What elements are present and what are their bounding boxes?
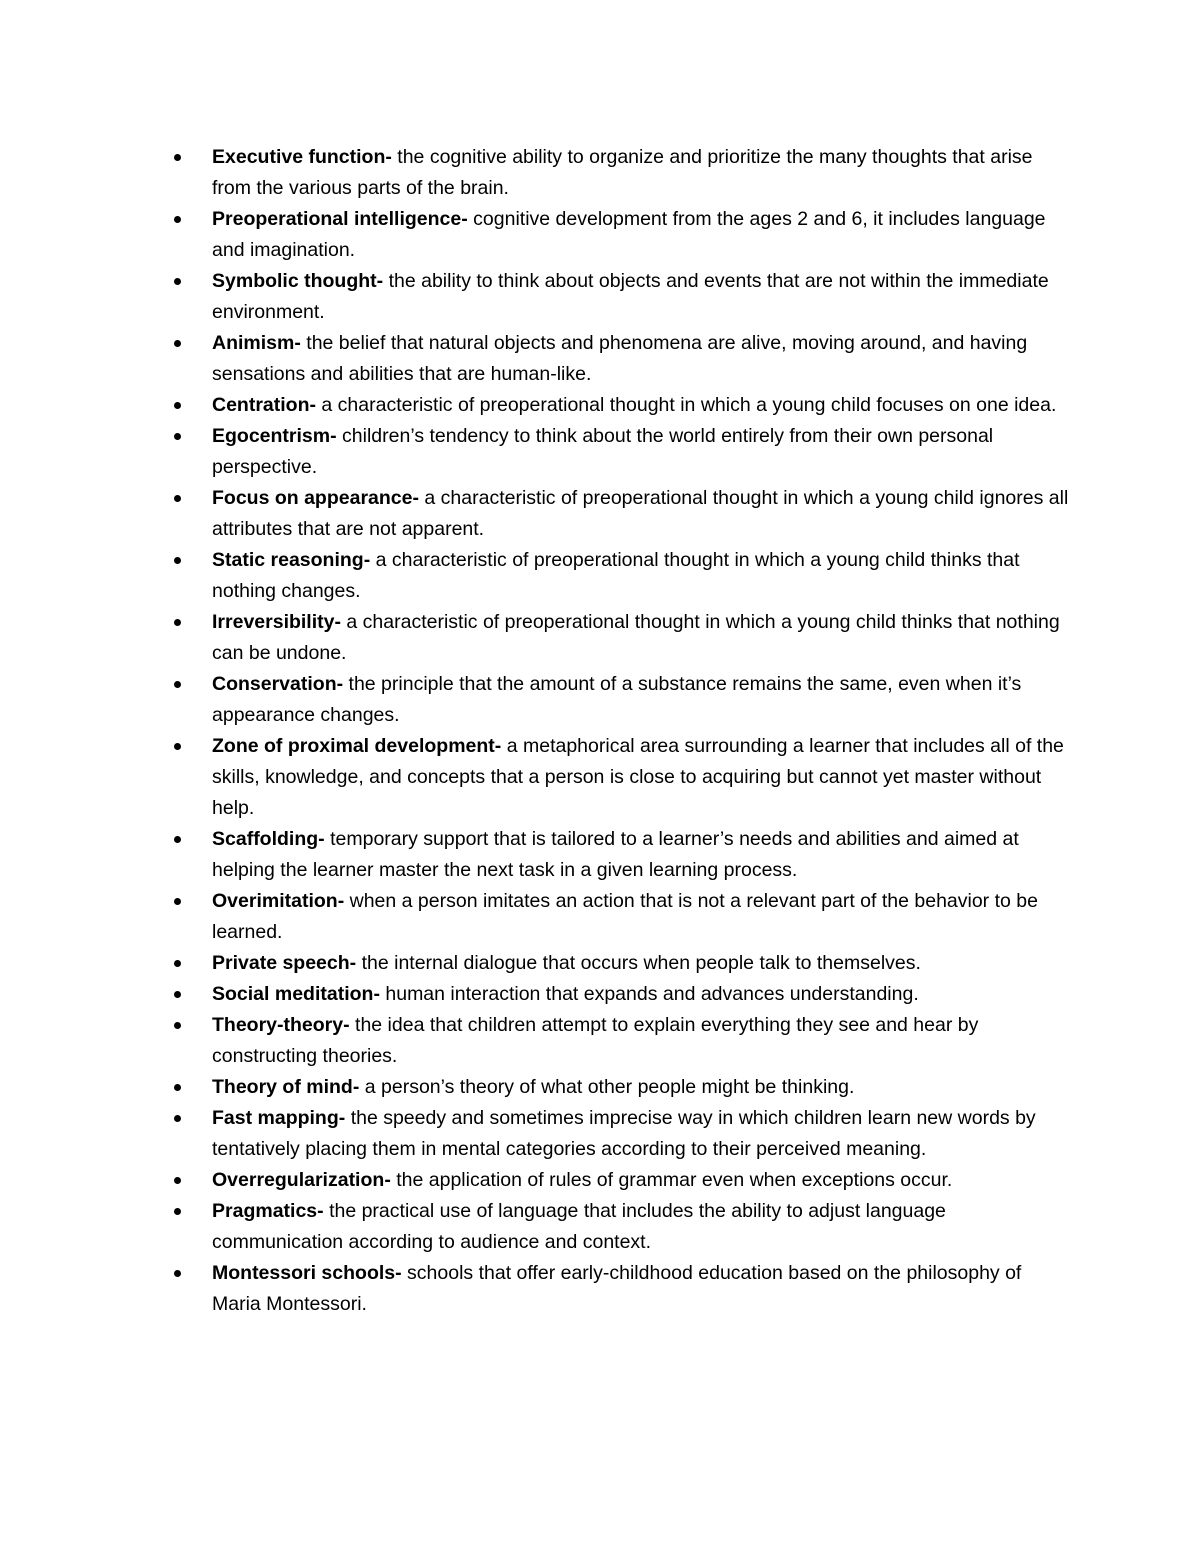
bullet-icon bbox=[174, 743, 181, 750]
glossary-term: Overregularization bbox=[212, 1169, 385, 1191]
bullet-icon bbox=[174, 154, 181, 161]
glossary-item bbox=[212, 1196, 1072, 1258]
term-separator: - bbox=[349, 952, 362, 974]
bullet-icon bbox=[174, 278, 181, 285]
glossary-item bbox=[212, 886, 1072, 948]
term-separator: - bbox=[309, 394, 322, 416]
glossary-definition: the practical use of language that includes the ability to adjust language communication according to audience and context. bbox=[212, 1200, 946, 1253]
bullet-icon bbox=[174, 1084, 181, 1091]
bullet-icon bbox=[174, 216, 181, 223]
term-separator: - bbox=[373, 983, 386, 1005]
bullet-icon bbox=[174, 681, 181, 688]
bullet-icon bbox=[174, 898, 181, 905]
glossary-definition: a characteristic of preoperational thought in which a young child thinks that nothing changes. bbox=[212, 549, 1020, 602]
glossary-term: Focus on appearance bbox=[212, 487, 413, 509]
glossary-definition: a metaphorical area surrounding a learner that includes all of the skills, knowledge, and concepts that a person is close to acquiring but cannot yet master without help. bbox=[212, 735, 1064, 819]
glossary-item bbox=[212, 948, 1072, 979]
glossary-item bbox=[212, 421, 1072, 483]
glossary-term: Fast mapping bbox=[212, 1107, 339, 1129]
bullet-icon bbox=[174, 1270, 181, 1277]
glossary-item bbox=[212, 731, 1072, 824]
glossary-term: Executive function bbox=[212, 146, 386, 168]
glossary-definition: children’s tendency to think about the world entirely from their own personal perspective. bbox=[212, 425, 994, 478]
glossary-term: Overimitation bbox=[212, 890, 338, 912]
glossary-definition: the idea that children attempt to explain everything they see and hear by constructing theories. bbox=[212, 1014, 979, 1067]
glossary-list bbox=[212, 142, 1072, 1320]
glossary-item bbox=[212, 204, 1072, 266]
glossary-item bbox=[212, 483, 1072, 545]
glossary-item bbox=[212, 1103, 1072, 1165]
glossary-term: Theory-theory bbox=[212, 1014, 344, 1036]
bullet-icon bbox=[174, 836, 181, 843]
term-separator: - bbox=[294, 332, 307, 354]
term-separator: - bbox=[336, 673, 349, 695]
glossary-definition: a characteristic of preoperational thought in which a young child ignores all attributes that are not apparent. bbox=[212, 487, 1069, 540]
bullet-icon bbox=[174, 1177, 181, 1184]
bullet-icon bbox=[174, 340, 181, 347]
term-separator: - bbox=[385, 146, 398, 168]
glossary-item bbox=[212, 142, 1072, 204]
term-separator: - bbox=[412, 487, 425, 509]
glossary-definition: the principle that the amount of a substance remains the same, even when it’s appearance changes. bbox=[212, 673, 1022, 726]
term-separator: - bbox=[376, 270, 389, 292]
glossary-definition: schools that offer early-childhood education based on the philosophy of Maria Montessori. bbox=[212, 1262, 1022, 1315]
glossary-definition: temporary support that is tailored to a learner’s needs and abilities and aimed at helping the learner master the next task in a given learning process. bbox=[212, 828, 1019, 881]
glossary-term: Theory of mind bbox=[212, 1076, 353, 1098]
glossary-term: Pragmatics bbox=[212, 1200, 318, 1222]
glossary-term: Zone of proximal development bbox=[212, 735, 495, 757]
glossary-term: Egocentrism bbox=[212, 425, 331, 447]
glossary-term: Animism bbox=[212, 332, 295, 354]
glossary-definition: the belief that natural objects and phenomena are alive, moving around, and having sensations and abilities that are human-like. bbox=[212, 332, 1028, 385]
glossary-item bbox=[212, 1258, 1072, 1320]
term-separator: - bbox=[384, 1169, 397, 1191]
glossary-item bbox=[212, 545, 1072, 607]
glossary-item bbox=[212, 266, 1072, 328]
glossary-definition: a person’s theory of what other people might be thinking. bbox=[364, 1076, 855, 1098]
glossary-definition: the cognitive ability to organize and prioritize the many thoughts that arise from the various parts of the brain. bbox=[212, 146, 1033, 199]
term-separator: - bbox=[338, 1107, 351, 1129]
glossary-definition: the application of rules of grammar even when exceptions occur. bbox=[396, 1169, 953, 1191]
glossary-term: Preoperational intelligence bbox=[212, 208, 462, 230]
glossary-definition: a characteristic of preoperational thought in which a young child thinks that nothing can be undone. bbox=[212, 611, 1060, 664]
glossary-item bbox=[212, 390, 1072, 421]
glossary-item bbox=[212, 607, 1072, 669]
glossary-definition: the ability to think about objects and events that are not within the immediate environment. bbox=[212, 270, 1049, 323]
glossary-item bbox=[212, 1165, 1072, 1196]
term-separator: - bbox=[318, 828, 331, 850]
term-separator: - bbox=[330, 425, 343, 447]
term-separator: - bbox=[395, 1262, 408, 1284]
term-separator: - bbox=[337, 890, 350, 912]
glossary-term: Symbolic thought bbox=[212, 270, 377, 292]
bullet-icon bbox=[174, 495, 181, 502]
bullet-icon bbox=[174, 960, 181, 967]
glossary-term: Static reasoning bbox=[212, 549, 364, 571]
bullet-icon bbox=[174, 433, 181, 440]
bullet-icon bbox=[174, 1208, 181, 1215]
glossary-item bbox=[212, 1072, 1072, 1103]
bullet-icon bbox=[174, 1115, 181, 1122]
glossary-item bbox=[212, 328, 1072, 390]
glossary-term: Social meditation bbox=[212, 983, 374, 1005]
glossary-term: Private speech bbox=[212, 952, 350, 974]
bullet-icon bbox=[174, 619, 181, 626]
glossary-item bbox=[212, 669, 1072, 731]
glossary-term: Conservation bbox=[212, 673, 337, 695]
bullet-icon bbox=[174, 557, 181, 564]
glossary-definition: a characteristic of preoperational thought in which a young child focuses on one idea. bbox=[321, 394, 1057, 416]
term-separator: - bbox=[363, 549, 376, 571]
glossary-definition: when a person imitates an action that is not a relevant part of the behavior to be learned. bbox=[212, 890, 1038, 943]
glossary-term: Scaffolding bbox=[212, 828, 319, 850]
glossary-definition: human interaction that expands and advances understanding. bbox=[385, 983, 919, 1005]
bullet-icon bbox=[174, 991, 181, 998]
bullet-icon bbox=[174, 402, 181, 409]
glossary-term: Montessori schools bbox=[212, 1262, 396, 1284]
bullet-icon bbox=[174, 1022, 181, 1029]
glossary-item bbox=[212, 979, 1072, 1010]
term-separator: - bbox=[334, 611, 347, 633]
glossary-definition: the internal dialogue that occurs when people talk to themselves. bbox=[361, 952, 921, 974]
glossary-definition: the speedy and sometimes imprecise way in which children learn new words by tentatively placing them in mental categories according to their perceived meaning. bbox=[212, 1107, 1036, 1160]
glossary-definition: cognitive development from the ages 2 and 6, it includes language and imagination. bbox=[212, 208, 1046, 261]
glossary-term: Centration bbox=[212, 394, 310, 416]
glossary-term: Irreversibility bbox=[212, 611, 335, 633]
term-separator: - bbox=[461, 208, 474, 230]
term-separator: - bbox=[343, 1014, 356, 1036]
term-separator: - bbox=[494, 735, 507, 757]
glossary-item bbox=[212, 824, 1072, 886]
term-separator: - bbox=[352, 1076, 365, 1098]
term-separator: - bbox=[317, 1200, 330, 1222]
glossary-item bbox=[212, 1010, 1072, 1072]
